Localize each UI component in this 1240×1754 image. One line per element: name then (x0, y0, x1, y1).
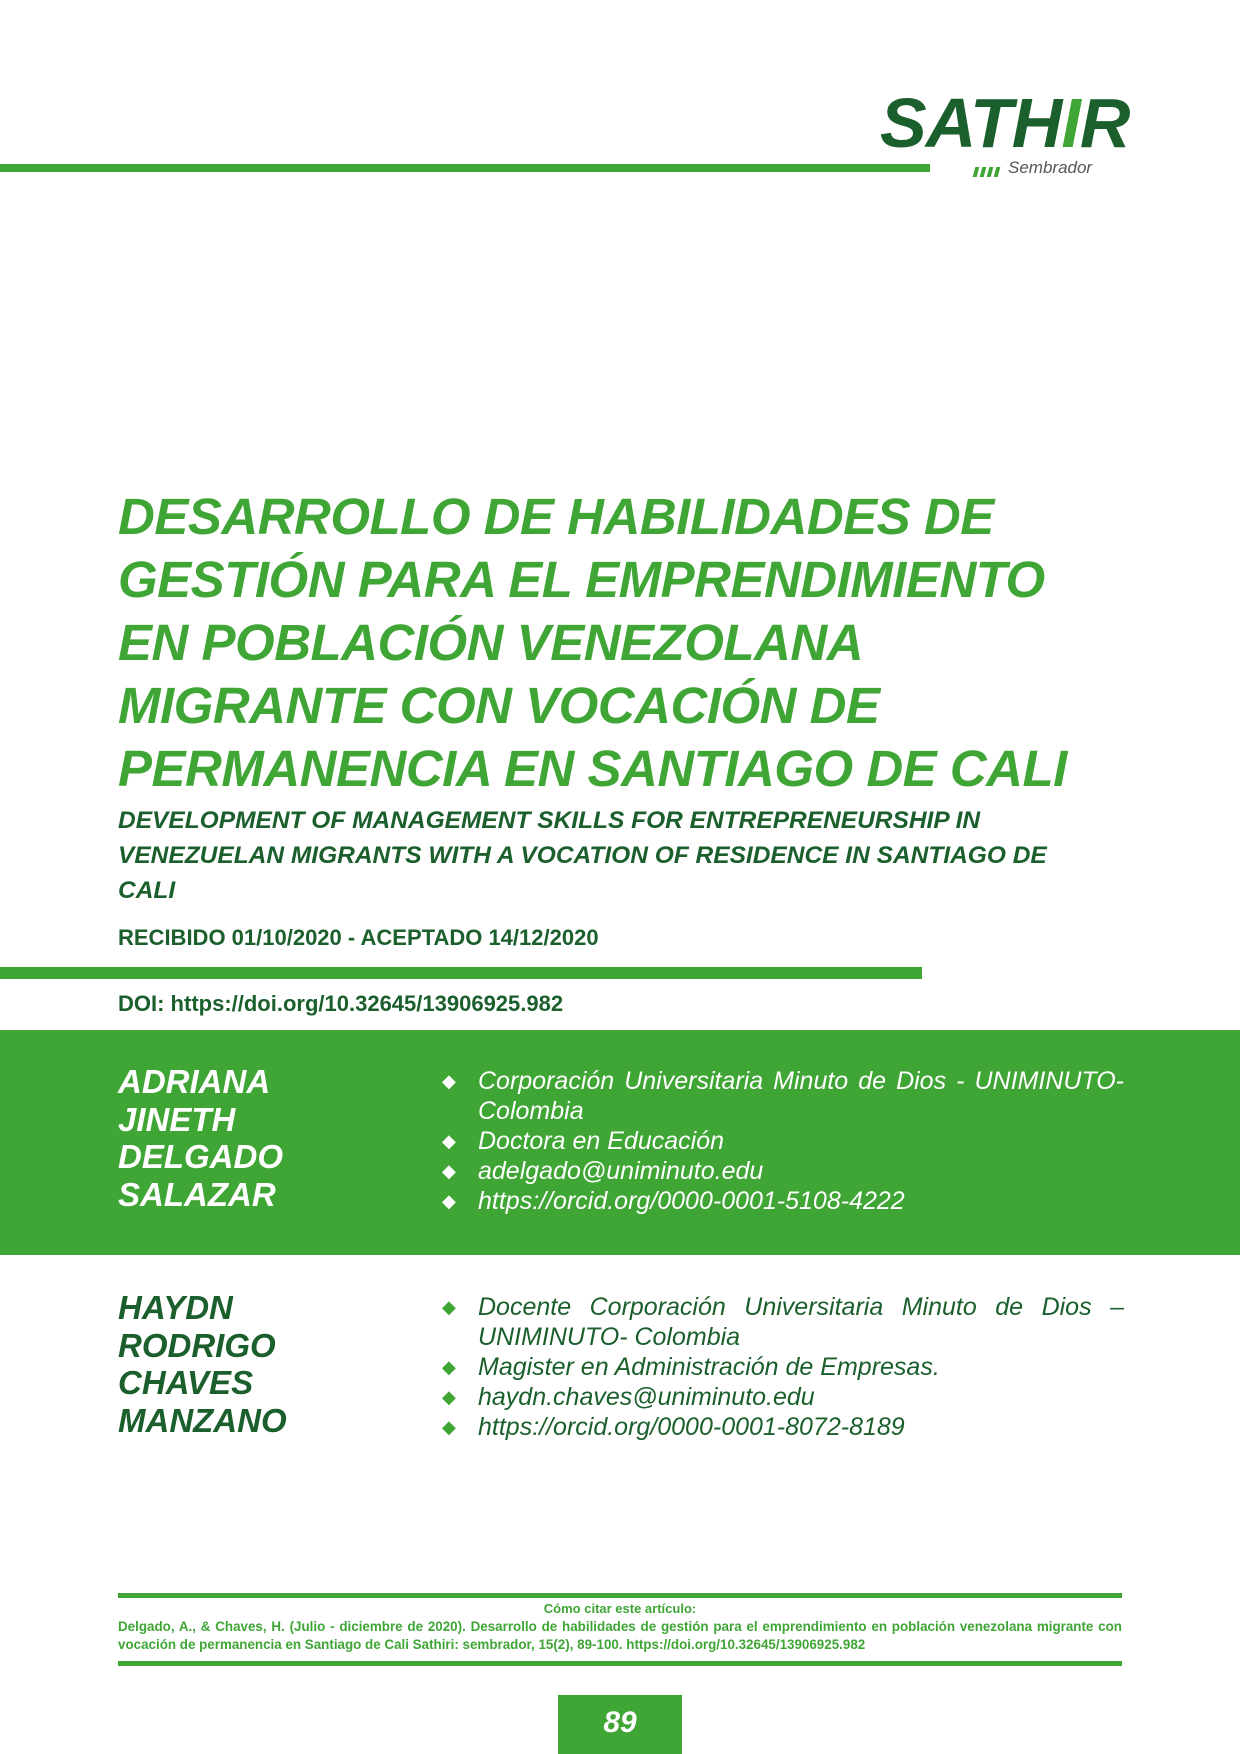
diamond-bullet-icon: ◆ (442, 1357, 456, 1377)
journal-logo (880, 82, 1140, 182)
citation-heading: Cómo citar este artículo: (543, 1601, 697, 1616)
diamond-bullet-icon: ◆ (442, 1071, 456, 1091)
doi-link[interactable]: DOI: https://doi.org/10.32645/13906925.982 (118, 991, 564, 1016)
diamond-bullet-icon: ◆ (442, 1191, 456, 1211)
diamond-bullet-icon: ◆ (442, 1297, 456, 1317)
article-subtitle: DEVELOPMENT OF MANAGEMENT SKILLS FOR ENTREPRENEURSHIP IN VENEZUELAN MIGRANTS WITH A VOCATION OF RESIDENCE IN SANTIAGO DE CALI (118, 807, 1047, 904)
author-affiliation: ◆ Docente Corporación Universitaria Minuto de Dios – UNIMINUTO- Colombia (442, 1293, 1124, 1351)
author-email[interactable]: ◆ haydn.chaves@uniminuto.edu (442, 1383, 815, 1411)
citation-rule-bottom (118, 1661, 1122, 1666)
logo-text-sath: SATH (880, 84, 1062, 162)
logo-subtitle: Sembrador (1008, 158, 1093, 177)
diamond-bullet-icon: ◆ (442, 1387, 456, 1407)
section-rule (0, 967, 922, 979)
author-info-list (440, 1292, 1124, 1442)
article-title: DESARROLLO DE HABILIDADES DE GESTIÓN PARA EL EMPRENDIMIENTO EN POBLACIÓN VENEZOLANA MIGRANTE CON VOCACIÓN DE PERMANENCIA EN SANTIAGO DE CALI (118, 488, 1067, 797)
author-name: HAYDN RODRIGO CHAVES MANZANO (118, 1289, 287, 1439)
author-orcid[interactable]: ◆ https://orcid.org/0000-0001-8072-8189 (442, 1413, 905, 1441)
diamond-bullet-icon: ◆ (442, 1131, 456, 1151)
logo-text-r: R (1079, 84, 1130, 162)
diamond-bullet-icon: ◆ (442, 1161, 456, 1181)
author-degree: ◆ Magister en Administración de Empresas. (442, 1353, 940, 1381)
author-info-list (440, 1066, 1124, 1216)
citation-rule-top (118, 1593, 1122, 1598)
logo-stripes (974, 164, 1002, 182)
author-degree: ◆ Doctora en Educación (442, 1127, 724, 1155)
citation-text: Delgado, A., & Chaves, H. (Julio - diciembre de 2020). Desarrollo de habilidades de gestión para el emprendimiento en población venezolana migrante con vocación de permanencia en Santiago de Cali Sathiri: sembrador, 15(2), 89-100. https://doi.org/10.32645/13906925.982 (118, 1619, 1122, 1652)
header-rule (0, 164, 930, 172)
page-number: 89 (558, 1695, 682, 1754)
author-name: ADRIANA JINETH DELGADO SALAZAR (118, 1063, 283, 1213)
author-affiliation: ◆ Corporación Universitaria Minuto de Dios - UNIMINUTO- Colombia (442, 1067, 1124, 1125)
received-accepted-dates: RECIBIDO 01/10/2020 - ACEPTADO 14/12/2020 (118, 925, 599, 950)
author-orcid[interactable]: ◆ https://orcid.org/0000-0001-5108-4222 (442, 1187, 905, 1215)
diamond-bullet-icon: ◆ (442, 1417, 456, 1437)
logo-text-i: I (1061, 84, 1080, 162)
author-email[interactable]: ◆ adelgado@uniminuto.edu (442, 1157, 764, 1185)
